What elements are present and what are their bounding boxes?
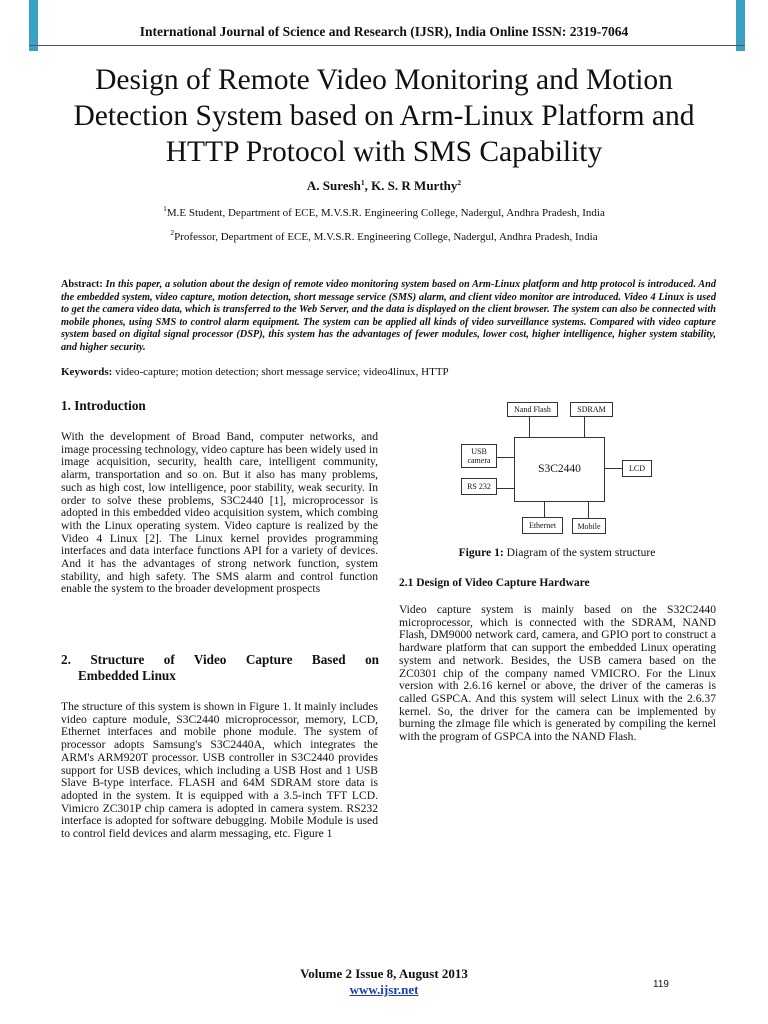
author-name: K. S. R Murthy bbox=[371, 178, 458, 193]
block-lcd: LCD bbox=[622, 460, 652, 477]
connector-lcd bbox=[605, 468, 622, 469]
connector-ethernet bbox=[544, 502, 545, 517]
page-number: 119 bbox=[653, 979, 669, 990]
header-accent-bar-left bbox=[29, 0, 38, 51]
introduction-text: With the development of Broad Band, computer networks, and image processing technology, video capture has been widely used in image acquisition, security, health care, intelligent community, alarm, transportation and so on. But it also has many problems, such as high cost, low intelligence, poor stability, weak security. In order to solve these problems, S3C2440 [1], microprocessor is adopted in this embedded video acquisition system, which combing with the Linux operating system. Video capture is realized by the Video 4 Linux [2]. The Linux kernel provides programming interfaces and data interface functions API for a variety of devices. And it has the advantages of strong network function, system stability, and high safety. The SMS alarm and control function enable the system to the broader development prospects bbox=[61, 430, 378, 596]
structure-text: The structure of this system is shown in Figure 1. It mainly includes video capture module, S3C2440 microprocessor, memory, LCD, Ethernet interfaces and mobile phone module. The system of processor adopts Samsung's S3C2440A, which integrates the ARM's ARM920T processor. USB controller in S3C2440 provides support for USB devices, which including a USB Host and 1 USB Slave B-type interface. FLASH and 64M SDRAM store data is adopted in the system. It is equipped with a 3.5-inch TFT LCD. Vimicro ZC301P chip camera is adopted in camera system. RS232 interface is adopted for software debugging. Mobile Module is used to control field devices and alarm messaging, etc. Figure 1 bbox=[61, 700, 378, 841]
hardware-text: Video capture system is mainly based on the S32C2440 microprocessor, which is connected with the SDRAM, NAND Flash, DM9000 network card, camera, and GPIO port to construct a hardware platform that can support the embedded Linux operating system and network. Besides, the USB camera based on the ZC0301 chip of the company named VMICRO. For the Linux version with 2.6.16 kernel or above, the driver of the cameras is called GSPCA. And this system will select Linux with the 2.6.37 kernel. So, the driver for the camera can be implemented by burning the zImage file which is generated by compiling the kernel with the program of GSPCA into the NAND Flash. bbox=[399, 603, 716, 744]
connector-rs232 bbox=[497, 488, 514, 489]
footer-website-link[interactable]: www.ijsr.net bbox=[349, 982, 419, 997]
section-heading-structure-line2: Embedded Linux bbox=[78, 668, 176, 683]
affiliation-text: M.E Student, Department of ECE, M.V.S.R. Engineering College, Nadergul, Andhra Pradesh, India bbox=[166, 207, 605, 219]
abstract bbox=[61, 279, 716, 354]
header-divider bbox=[29, 45, 745, 46]
figure-caption-label: Figure 1: bbox=[458, 546, 504, 559]
connector-usb bbox=[497, 457, 514, 458]
journal-header: International Journal of Science and Research (IJSR), India Online ISSN: 2319-7064 bbox=[139, 24, 629, 39]
connector-sdram bbox=[584, 417, 585, 437]
block-cpu-s3c2440: S3C2440 bbox=[514, 437, 605, 502]
system-structure-diagram bbox=[459, 398, 653, 540]
connector-nand bbox=[529, 417, 530, 437]
subsection-heading-hardware: 2.1 Design of Video Capture Hardware bbox=[399, 577, 590, 589]
keywords-label: Keywords: bbox=[61, 366, 113, 378]
connector-mobile bbox=[588, 502, 589, 518]
header-accent-bar-right bbox=[736, 0, 745, 51]
affiliation-1 bbox=[40, 204, 728, 219]
affiliation-mark: 1 bbox=[163, 204, 167, 213]
abstract-label: Abstract: bbox=[61, 279, 103, 290]
block-mobile: Mobile bbox=[572, 518, 606, 534]
block-nand-flash: Nand Flash bbox=[507, 402, 558, 417]
footer-volume: Volume 2 Issue 8, August 2013 bbox=[300, 966, 468, 981]
keywords-text: video-capture; motion detection; short message service; video4linux, HTTP bbox=[115, 366, 449, 378]
author-line bbox=[40, 178, 728, 194]
section-heading-introduction: 1. Introduction bbox=[61, 398, 146, 413]
block-rs232: RS 232 bbox=[461, 478, 497, 495]
affiliation-2 bbox=[40, 228, 728, 243]
block-usb-camera bbox=[461, 444, 497, 468]
keywords bbox=[61, 366, 716, 378]
block-sdram: SDRAM bbox=[570, 402, 613, 417]
affiliation-mark: 2 bbox=[170, 228, 175, 237]
figure-caption-text: Diagram of the system structure bbox=[506, 546, 656, 559]
block-usb-line2: camera bbox=[467, 456, 491, 465]
figure-caption bbox=[397, 546, 717, 559]
block-ethernet: Ethernet bbox=[522, 517, 563, 534]
block-usb-line1: USB bbox=[471, 447, 487, 456]
author-affiliation-mark: 2 bbox=[457, 178, 462, 187]
abstract-text: In this paper, a solution about the design of remote video monitoring system based on Arm-Linux platform and http protocol is introduced. And the embedded system, video capture, motion detection, short message service (SMS) alarm, and client video monitor are introduced. Video 4 Linux is used to get the camera video data, which is transferred to the Web Server, and the data is displayed on the client browser. The system can also be connected with mobile phones, using SMS to control alarm equipment. The system can be applied all kinds of video surveillance systems. Compared with video capture system based on digital signal processor (DSP), this system has the advantages of fewer modules, lower cost, higher intelligence, higher system stability, and higher security. bbox=[61, 279, 716, 353]
affiliation-text: Professor, Department of ECE, M.V.S.R. Engineering College, Nadergul, Andhra Pradesh, India bbox=[174, 231, 598, 243]
paper-title: Design of Remote Video Monitoring and Motion Detection System based on Arm-Linux Platform and HTTP Protocol with SMS Capability bbox=[73, 64, 695, 168]
author-separator: , bbox=[364, 178, 372, 193]
author-affiliation-mark: 1 bbox=[360, 178, 365, 187]
section-heading-structure-line1: 2. Structure of Video Capture Based on bbox=[61, 652, 379, 667]
author-name: A. Suresh bbox=[306, 178, 361, 193]
